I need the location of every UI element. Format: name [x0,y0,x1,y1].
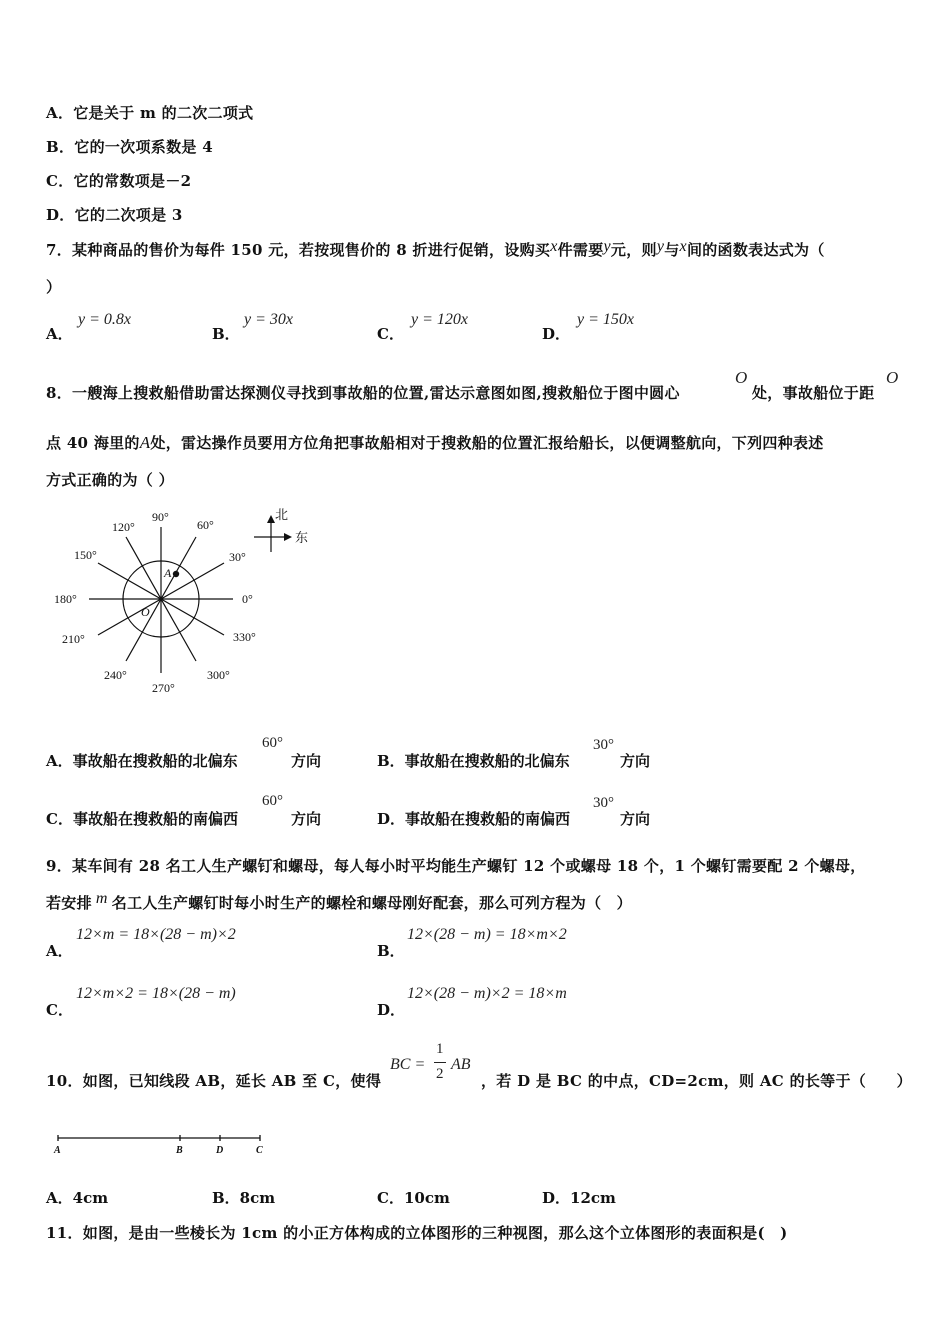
q7-option-c-label: C． [377,325,404,343]
q8-stem-part2: 处，事故船位于距 [752,384,875,402]
q10-stem-part1: 10．如图，已知线段 AB，延长 AB 至 C，使得 [46,1072,382,1090]
q6-option-a: A．它是关于 m 的二次二项式 [46,104,254,122]
angle-0: 0° [242,592,253,606]
q7-option-b-label: B． [212,325,240,343]
q7-option-d-expr: y = 150x [577,311,634,328]
q7-stem-part3: 元，则 [610,241,657,259]
q7-stem-part1: 7．某种商品的售价为每件 150 元，若按现售价的 8 折进行促销，设购买 [46,241,551,259]
q8-option-a-tail: 方向 [291,752,322,770]
q10-frac-bar [434,1062,446,1063]
q8-var-o: O [735,368,748,387]
angle-210: 210° [62,632,85,646]
q9-option-a-label: A． [46,942,73,960]
segment-label-a: A [54,1145,61,1156]
segment-label-d: D [216,1145,224,1156]
q10-frac-lhs: BC = [390,1056,426,1073]
q7-option-d-label: D． [542,325,571,343]
q8-option-a-text: A．事故船在搜救船的北偏东 [46,752,238,770]
radar-point-a [173,571,179,577]
q7-stem-part2: 件需要 [557,241,604,259]
compass-north-label: 北 [275,507,289,522]
q9-option-b-label: B． [377,942,405,960]
q8-var-a: A [139,433,151,452]
q10-option-d: D．12cm [542,1189,616,1207]
q6-option-d: D．它的二次项是 3 [46,206,183,224]
q7-var-y: y [603,238,611,255]
q9-option-c-expr: 12×m×2 = 18×(28 − m) [76,985,236,1002]
q9-option-a-expr: 12×m = 18×(28 − m)×2 [76,926,236,943]
q7-stem-part4: 与 [664,241,680,259]
compass-east-label: 东 [295,530,309,545]
angle-180: 180° [54,592,77,606]
angle-330: 330° [233,630,256,644]
q8-option-d-text: D．事故船在搜救船的南偏西 [377,810,571,828]
angle-90: 90° [152,510,169,524]
q9-stem-line2-a: 若安排 [46,894,92,912]
q8-stem-line1: 8．一艘海上搜救船借助雷达探测仪寻找到事故船的位置,雷达示意图如图,搜救船位于图中圆心 [46,384,680,402]
q7-stem [46,239,825,260]
q8-stem-line2-b: 处，雷达操作员要用方位角把事故船相对于搜救船的位置汇报给船长，以便调整航向，下列四种表述 [150,434,824,452]
q8-option-b-text: B．事故船在搜救船的北偏东 [377,752,570,770]
segment-diagram [50,1130,290,1160]
compass-east-arrow-icon [284,533,292,541]
q8-option-d-deg: 30° [593,795,614,811]
q9-option-d-label: D． [377,1001,406,1019]
radar-label-a: A [164,566,172,580]
q8-option-b-deg: 30° [593,737,614,753]
q7-option-a-expr: y = 0.8x [78,311,131,328]
q7-var-x: x [550,238,558,255]
q10-frac-den: 2 [436,1066,444,1082]
q8-option-b-tail: 方向 [620,752,651,770]
q9-stem-line2-b: 名工人生产螺钉时每小时生产的螺栓和螺母刚好配套，那么可列方程为（ ） [111,894,632,912]
q8-option-c-text: C．事故船在搜救船的南偏西 [46,810,238,828]
angle-120: 120° [112,520,135,534]
q7-option-c-expr: y = 120x [411,311,468,328]
q11-stem: 11．如图，是由一些棱长为 1cm 的小正方体构成的立体图形的三种视图，那么这个立体图形的表面积是( ) [46,1224,788,1242]
q7-var-y-2: y [656,238,665,255]
q8-option-a-deg: 60° [262,735,283,751]
segment-label-b: B [176,1145,183,1156]
q7-option-a-label: A． [46,325,73,343]
q8-option-c-deg: 60° [262,793,283,809]
angle-60: 60° [197,518,214,532]
compass-north-arrow-icon [267,515,275,523]
segment-label-c: C [256,1145,263,1156]
q8-option-c-tail: 方向 [291,810,322,828]
angle-30: 30° [229,550,246,564]
q10-option-b: B．8cm [212,1189,276,1207]
q10-stem-part2: ，若 D 是 BC 的中点，CD=2cm，则 AC 的长等于（ ） [481,1072,912,1090]
q10-option-c: C．10cm [377,1189,450,1207]
q7-stem-line2: ） [46,278,62,296]
radar-diagram [46,505,366,705]
radar-label-o: O [141,605,150,619]
q8-stem-line2 [46,432,824,453]
q6-option-b: B．它的一次项系数是 4 [46,138,213,156]
q9-option-d-expr: 12×(28 − m)×2 = 18×m [407,985,567,1002]
q9-option-c-label: C． [46,1001,73,1019]
q10-frac-num: 1 [436,1041,444,1057]
angle-270: 270° [152,681,175,695]
q7-var-x-2: x [679,238,687,255]
q8-var-o-2: O [886,368,899,387]
q7-stem-part5: 间的函数表达式为（ [686,241,825,259]
q8-option-d-tail: 方向 [620,810,651,828]
q7-option-b-expr: y = 30x [244,311,293,328]
q8-stem-line3: 方式正确的为（ ） [46,471,174,489]
q9-stem-line1: 9．某车间有 28 名工人生产螺钉和螺母，每人每小时平均能生产螺钉 12 个或螺母 18 个，1 个螺钉需要配 2 个螺母， [46,857,866,875]
q9-stem-line2 [46,892,632,913]
q10-frac-rhs: AB [451,1056,471,1073]
angle-240: 240° [104,668,127,682]
q9-var-m: m [95,890,108,907]
q10-option-a: A．4cm [46,1189,109,1207]
q8-stem-line2-a: 点 40 海里的 [46,434,140,452]
q6-option-c: C．它的常数项是－2 [46,172,192,190]
q9-option-b-expr: 12×(28 − m) = 18×m×2 [407,926,567,943]
angle-300: 300° [207,668,230,682]
angle-150: 150° [74,548,97,562]
